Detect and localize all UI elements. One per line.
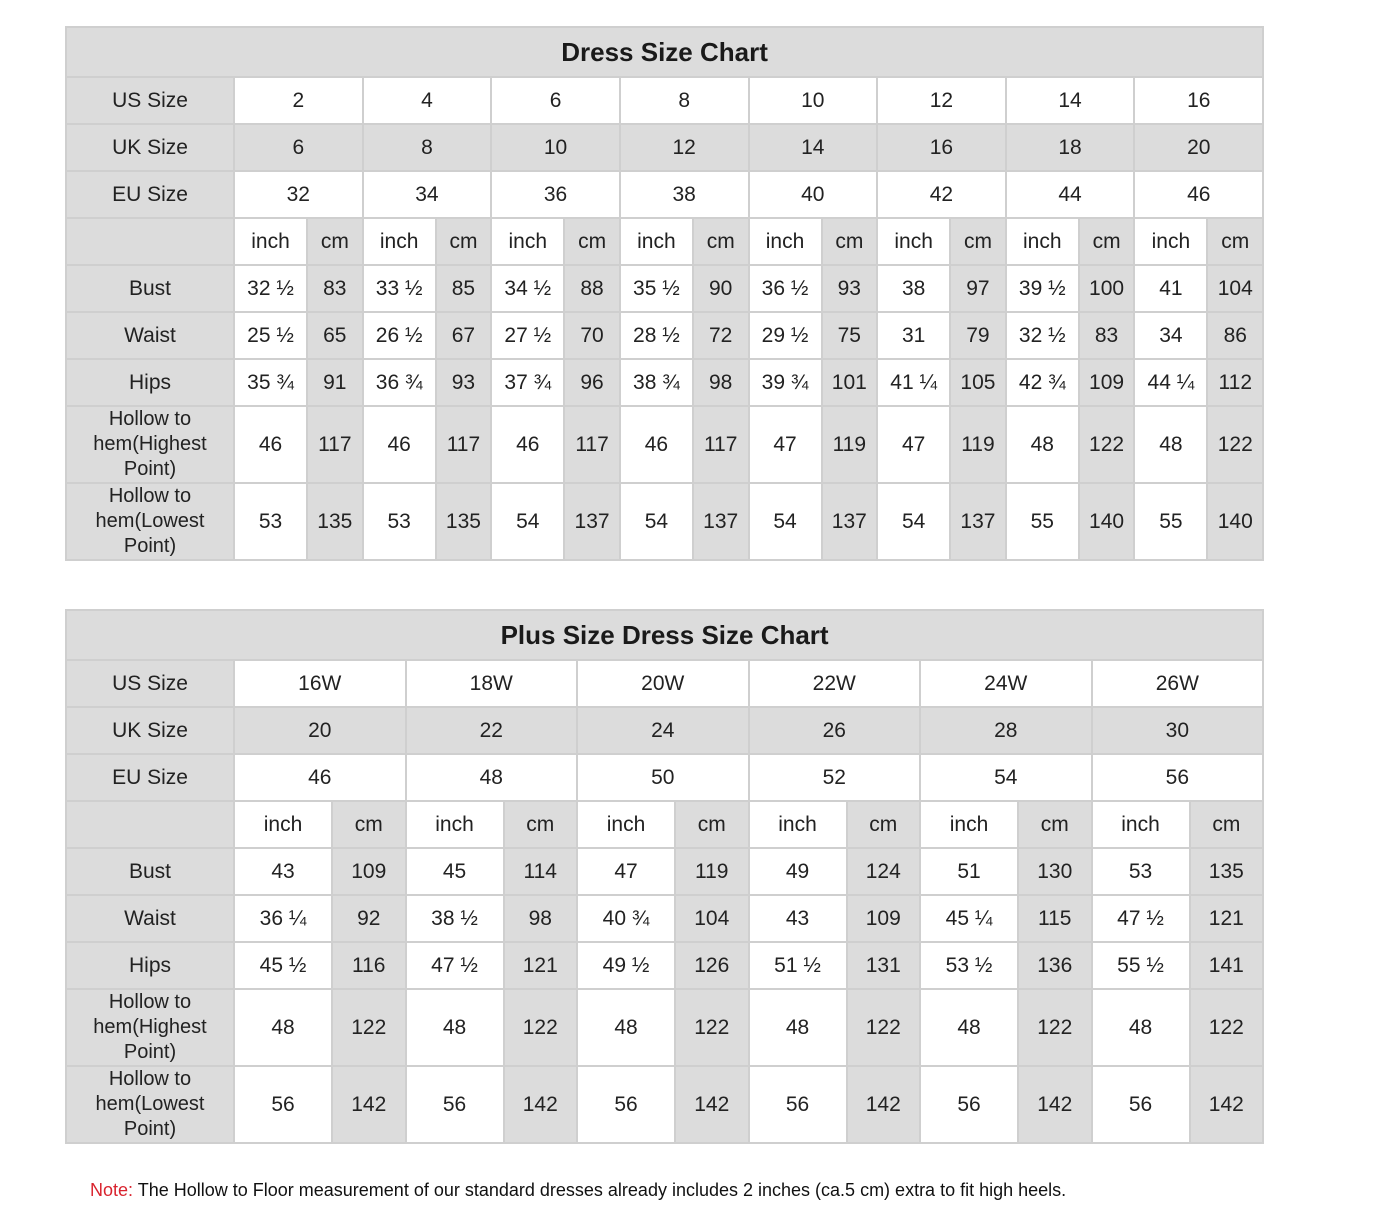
cm-value: 122 (332, 989, 406, 1066)
inch-value: 36 ½ (749, 265, 822, 312)
cm-value: 117 (564, 406, 620, 483)
us-size-value: 2 (234, 77, 363, 124)
cm-value: 96 (564, 359, 620, 406)
us-size-value: 16 (1134, 77, 1263, 124)
inch-value: 46 (491, 406, 564, 483)
inch-value: 47 (877, 406, 950, 483)
dress-size-chart (65, 26, 1264, 561)
unit-cm: cm (1079, 218, 1135, 265)
measurement-row (66, 895, 1263, 942)
cm-value: 135 (307, 483, 363, 560)
inch-value: 54 (749, 483, 822, 560)
uk-size-value: 16 (877, 124, 1006, 171)
inch-value: 48 (749, 989, 847, 1066)
cm-value: 130 (1018, 848, 1092, 895)
inch-value: 45 (406, 848, 504, 895)
measurement-row (66, 265, 1263, 312)
us-size-value: 16W (234, 660, 406, 707)
us-size-value: 18W (406, 660, 578, 707)
inch-value: 54 (491, 483, 564, 560)
inch-value: 38 ¾ (620, 359, 693, 406)
inch-value: 48 (234, 989, 332, 1066)
inch-value: 42 ¾ (1006, 359, 1079, 406)
cm-value: 109 (332, 848, 406, 895)
cm-value: 92 (332, 895, 406, 942)
title-row (66, 27, 1263, 77)
cm-value: 124 (847, 848, 921, 895)
inch-value: 33 ½ (363, 265, 436, 312)
cm-value: 83 (307, 265, 363, 312)
unit-row (66, 801, 1263, 848)
unit-inch: inch (234, 218, 307, 265)
inch-value: 53 ½ (920, 942, 1018, 989)
measurement-label: Bust (66, 848, 234, 895)
eu-size-value: 52 (749, 754, 921, 801)
note (90, 1180, 1066, 1201)
uk-size-row (66, 707, 1263, 754)
inch-value: 38 ½ (406, 895, 504, 942)
unit-inch: inch (577, 801, 675, 848)
eu-size-value: 50 (577, 754, 749, 801)
unit-cm: cm (436, 218, 492, 265)
eu-size-value: 56 (1092, 754, 1264, 801)
inch-value: 36 ¼ (234, 895, 332, 942)
inch-value: 43 (749, 895, 847, 942)
cm-value: 119 (822, 406, 878, 483)
cm-value: 86 (1207, 312, 1263, 359)
eu-size-label: EU Size (66, 754, 234, 801)
eu-size-row (66, 754, 1263, 801)
eu-size-value: 36 (491, 171, 620, 218)
inch-value: 49 ½ (577, 942, 675, 989)
unit-inch: inch (1006, 218, 1079, 265)
uk-size-value: 14 (749, 124, 878, 171)
inch-value: 31 (877, 312, 950, 359)
measurement-label: Waist (66, 312, 234, 359)
inch-value: 45 ½ (234, 942, 332, 989)
cm-value: 117 (693, 406, 749, 483)
inch-value: 40 ¾ (577, 895, 675, 942)
cm-value: 142 (1018, 1066, 1092, 1143)
eu-size-value: 42 (877, 171, 1006, 218)
uk-size-value: 24 (577, 707, 749, 754)
measurement-label: Bust (66, 265, 234, 312)
inch-value: 56 (234, 1066, 332, 1143)
cm-value: 88 (564, 265, 620, 312)
us-size-value: 12 (877, 77, 1006, 124)
uk-size-label: UK Size (66, 707, 234, 754)
uk-size-value: 12 (620, 124, 749, 171)
inch-value: 43 (234, 848, 332, 895)
cm-value: 67 (436, 312, 492, 359)
uk-size-value: 8 (363, 124, 492, 171)
cm-value: 137 (822, 483, 878, 560)
cm-value: 109 (1079, 359, 1135, 406)
unit-inch: inch (877, 218, 950, 265)
uk-size-label: UK Size (66, 124, 234, 171)
inch-value: 47 ½ (1092, 895, 1190, 942)
eu-size-value: 40 (749, 171, 878, 218)
us-size-value: 8 (620, 77, 749, 124)
inch-value: 35 ½ (620, 265, 693, 312)
chart-title: Dress Size Chart (66, 27, 1263, 77)
cm-value: 119 (950, 406, 1006, 483)
cm-value: 136 (1018, 942, 1092, 989)
inch-value: 54 (877, 483, 950, 560)
cm-value: 97 (950, 265, 1006, 312)
inch-value: 34 ½ (491, 265, 564, 312)
cm-value: 142 (675, 1066, 749, 1143)
us-size-value: 6 (491, 77, 620, 124)
eu-size-value: 38 (620, 171, 749, 218)
unit-cm: cm (307, 218, 363, 265)
inch-value: 25 ½ (234, 312, 307, 359)
inch-value: 56 (749, 1066, 847, 1143)
inch-value: 44 ¼ (1134, 359, 1207, 406)
us-size-value: 20W (577, 660, 749, 707)
us-size-value: 26W (1092, 660, 1264, 707)
cm-value: 142 (847, 1066, 921, 1143)
cm-value: 122 (1190, 989, 1264, 1066)
us-size-value: 4 (363, 77, 492, 124)
inch-value: 28 ½ (620, 312, 693, 359)
cm-value: 116 (332, 942, 406, 989)
us-size-value: 10 (749, 77, 878, 124)
cm-value: 141 (1190, 942, 1264, 989)
uk-size-value: 30 (1092, 707, 1264, 754)
eu-size-value: 54 (920, 754, 1092, 801)
us-size-value: 14 (1006, 77, 1135, 124)
unit-cm: cm (675, 801, 749, 848)
unit-cm: cm (504, 801, 578, 848)
cm-value: 100 (1079, 265, 1135, 312)
cm-value: 121 (504, 942, 578, 989)
unit-cm: cm (332, 801, 406, 848)
uk-size-value: 26 (749, 707, 921, 754)
eu-size-row (66, 171, 1263, 218)
cm-value: 79 (950, 312, 1006, 359)
inch-value: 39 ½ (1006, 265, 1079, 312)
unit-cm: cm (1018, 801, 1092, 848)
inch-value: 56 (577, 1066, 675, 1143)
inch-value: 47 ½ (406, 942, 504, 989)
cm-value: 137 (950, 483, 1006, 560)
inch-value: 56 (1092, 1066, 1190, 1143)
cm-value: 135 (1190, 848, 1264, 895)
eu-size-label: EU Size (66, 171, 234, 218)
inch-value: 49 (749, 848, 847, 895)
measurement-label: Hips (66, 942, 234, 989)
cm-value: 91 (307, 359, 363, 406)
measurement-row (66, 359, 1263, 406)
unit-inch: inch (1092, 801, 1190, 848)
inch-value: 38 (877, 265, 950, 312)
uk-size-value: 20 (234, 707, 406, 754)
measurement-row (66, 989, 1263, 1066)
inch-value: 53 (234, 483, 307, 560)
cm-value: 83 (1079, 312, 1135, 359)
us-size-label: US Size (66, 660, 234, 707)
plus-size-dress-size-chart (65, 609, 1264, 1144)
cm-value: 142 (504, 1066, 578, 1143)
cm-value: 104 (675, 895, 749, 942)
measurement-row (66, 312, 1263, 359)
unit-cm: cm (1190, 801, 1264, 848)
cm-value: 135 (436, 483, 492, 560)
inch-value: 55 ½ (1092, 942, 1190, 989)
title-row (66, 610, 1263, 660)
cm-value: 101 (822, 359, 878, 406)
cm-value: 121 (1190, 895, 1264, 942)
cm-value: 131 (847, 942, 921, 989)
inch-value: 41 ¼ (877, 359, 950, 406)
inch-value: 48 (1134, 406, 1207, 483)
eu-size-value: 34 (363, 171, 492, 218)
inch-value: 56 (406, 1066, 504, 1143)
measurement-label: Hollow to hem(Lowest Point) (66, 1066, 234, 1143)
inch-value: 53 (1092, 848, 1190, 895)
eu-size-value: 46 (234, 754, 406, 801)
cm-value: 142 (1190, 1066, 1264, 1143)
us-size-value: 22W (749, 660, 921, 707)
inch-value: 48 (577, 989, 675, 1066)
measurement-label: Hips (66, 359, 234, 406)
us-size-row (66, 660, 1263, 707)
cm-value: 112 (1207, 359, 1263, 406)
us-size-value: 24W (920, 660, 1092, 707)
cm-value: 98 (504, 895, 578, 942)
cm-value: 142 (332, 1066, 406, 1143)
unit-inch: inch (406, 801, 504, 848)
unit-cm: cm (693, 218, 749, 265)
inch-value: 54 (620, 483, 693, 560)
inch-value: 51 (920, 848, 1018, 895)
cm-value: 98 (693, 359, 749, 406)
inch-value: 47 (749, 406, 822, 483)
inch-value: 39 ¾ (749, 359, 822, 406)
cm-value: 93 (436, 359, 492, 406)
cm-value: 109 (847, 895, 921, 942)
cm-value: 104 (1207, 265, 1263, 312)
inch-value: 36 ¾ (363, 359, 436, 406)
inch-value: 55 (1134, 483, 1207, 560)
cm-value: 122 (675, 989, 749, 1066)
unit-cm: cm (950, 218, 1006, 265)
inch-value: 53 (363, 483, 436, 560)
inch-value: 27 ½ (491, 312, 564, 359)
cm-value: 137 (693, 483, 749, 560)
inch-value: 47 (577, 848, 675, 895)
uk-size-value: 10 (491, 124, 620, 171)
measurement-label: Hollow to hem(Highest Point) (66, 989, 234, 1066)
measurement-row (66, 942, 1263, 989)
unit-inch: inch (749, 801, 847, 848)
cm-value: 115 (1018, 895, 1092, 942)
inch-value: 56 (920, 1066, 1018, 1143)
cm-value: 114 (504, 848, 578, 895)
cm-value: 122 (1207, 406, 1263, 483)
uk-size-value: 22 (406, 707, 578, 754)
unit-row-label (66, 218, 234, 265)
unit-inch: inch (620, 218, 693, 265)
unit-row-label (66, 801, 234, 848)
cm-value: 126 (675, 942, 749, 989)
uk-size-row (66, 124, 1263, 171)
measurement-row (66, 483, 1263, 560)
cm-value: 122 (1018, 989, 1092, 1066)
unit-inch: inch (491, 218, 564, 265)
cm-value: 70 (564, 312, 620, 359)
inch-value: 48 (920, 989, 1018, 1066)
cm-value: 122 (504, 989, 578, 1066)
cm-value: 105 (950, 359, 1006, 406)
inch-value: 32 ½ (234, 265, 307, 312)
cm-value: 93 (822, 265, 878, 312)
inch-value: 46 (234, 406, 307, 483)
cm-value: 119 (675, 848, 749, 895)
inch-value: 45 ¼ (920, 895, 1018, 942)
cm-value: 140 (1207, 483, 1263, 560)
measurement-row (66, 848, 1263, 895)
measurement-row (66, 1066, 1263, 1143)
unit-inch: inch (1134, 218, 1207, 265)
cm-value: 122 (847, 989, 921, 1066)
inch-value: 35 ¾ (234, 359, 307, 406)
inch-value: 51 ½ (749, 942, 847, 989)
cm-value: 65 (307, 312, 363, 359)
inch-value: 41 (1134, 265, 1207, 312)
unit-inch: inch (920, 801, 1018, 848)
uk-size-value: 6 (234, 124, 363, 171)
unit-inch: inch (749, 218, 822, 265)
inch-value: 34 (1134, 312, 1207, 359)
unit-inch: inch (234, 801, 332, 848)
inch-value: 29 ½ (749, 312, 822, 359)
chart-title: Plus Size Dress Size Chart (66, 610, 1263, 660)
measurement-label: Waist (66, 895, 234, 942)
inch-value: 48 (406, 989, 504, 1066)
uk-size-value: 20 (1134, 124, 1263, 171)
inch-value: 32 ½ (1006, 312, 1079, 359)
unit-cm: cm (847, 801, 921, 848)
eu-size-value: 44 (1006, 171, 1135, 218)
unit-cm: cm (564, 218, 620, 265)
unit-row (66, 218, 1263, 265)
eu-size-value: 48 (406, 754, 578, 801)
cm-value: 117 (436, 406, 492, 483)
unit-cm: cm (822, 218, 878, 265)
measurement-label: Hollow to hem(Lowest Point) (66, 483, 234, 560)
measurement-row (66, 406, 1263, 483)
inch-value: 26 ½ (363, 312, 436, 359)
inch-value: 48 (1092, 989, 1190, 1066)
cm-value: 137 (564, 483, 620, 560)
cm-value: 90 (693, 265, 749, 312)
cm-value: 85 (436, 265, 492, 312)
cm-value: 72 (693, 312, 749, 359)
unit-cm: cm (1207, 218, 1263, 265)
measurement-label: Hollow to hem(Highest Point) (66, 406, 234, 483)
inch-value: 46 (620, 406, 693, 483)
us-size-label: US Size (66, 77, 234, 124)
inch-value: 37 ¾ (491, 359, 564, 406)
unit-inch: inch (363, 218, 436, 265)
cm-value: 75 (822, 312, 878, 359)
cm-value: 117 (307, 406, 363, 483)
inch-value: 48 (1006, 406, 1079, 483)
uk-size-value: 28 (920, 707, 1092, 754)
uk-size-value: 18 (1006, 124, 1135, 171)
cm-value: 140 (1079, 483, 1135, 560)
note-label: Note: (90, 1180, 134, 1200)
us-size-row (66, 77, 1263, 124)
inch-value: 46 (363, 406, 436, 483)
eu-size-value: 32 (234, 171, 363, 218)
inch-value: 55 (1006, 483, 1079, 560)
note-text: The Hollow to Floor measurement of our standard dresses already includes 2 inches (ca.5 cm) extra to fit high heels. (133, 1180, 1067, 1200)
cm-value: 122 (1079, 406, 1135, 483)
eu-size-value: 46 (1134, 171, 1263, 218)
